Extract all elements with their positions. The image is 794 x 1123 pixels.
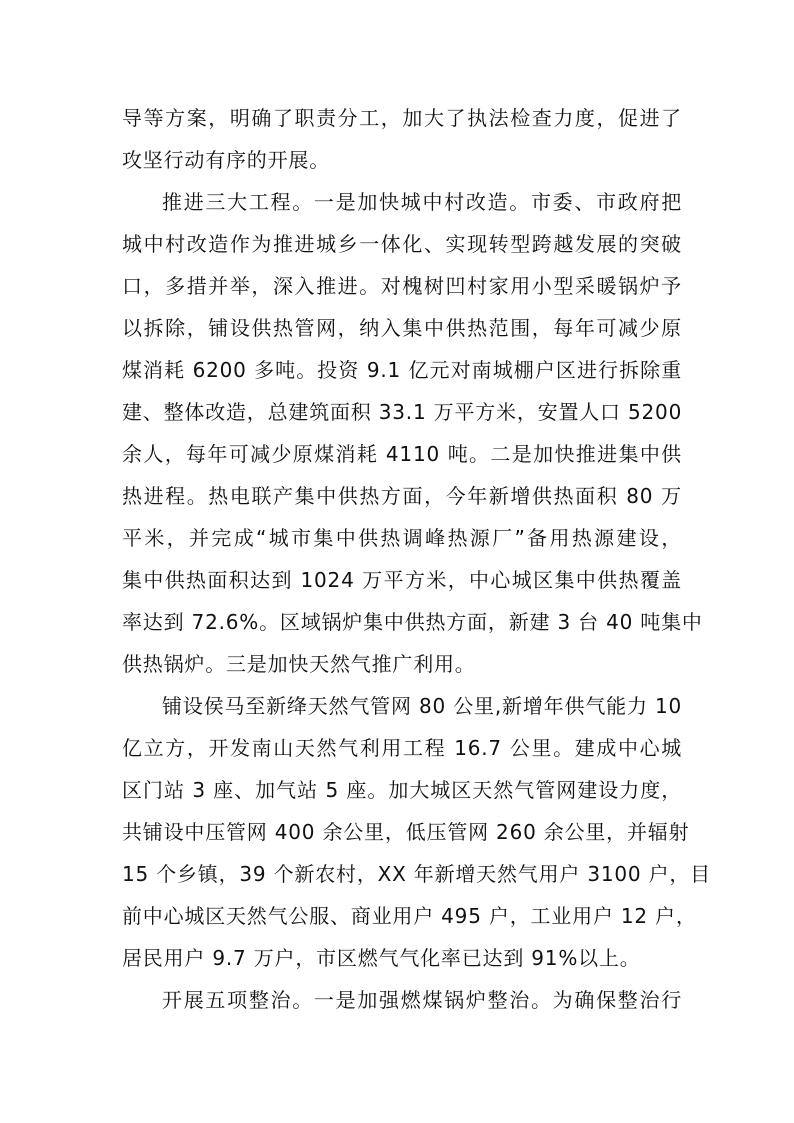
- text-line: 余人，每年可减少原煤消耗 4110 吨。二是加快推进集中供: [122, 442, 682, 466]
- text-line: 居民用户 9.7 万户，市区燃气气化率已达到 91%以上。: [122, 946, 641, 970]
- paragraph-start-line: 开展五项整治。一是加强燃煤锅炉整治。为确保整治行: [162, 988, 682, 1012]
- text-line: 率达到 72.6%。区域锅炉集中供热方面，新建 3 台 40 吨集中: [122, 610, 703, 634]
- text-line: 导等方案，明确了职责分工，加大了执法检查力度，促进了: [122, 106, 682, 130]
- text-line: 共铺设中压管网 400 余公里，低压管网 260 余公里，并辐射: [122, 820, 690, 844]
- text-line: 口，多措并举，深入推进。对槐树凹村家用小型采暖锅炉予: [122, 274, 682, 298]
- text-line: 亿立方，开发南山天然气利用工程 16.7 公里。建成中心城: [122, 736, 682, 760]
- text-line: 前中心城区天然气公服、商业用户 495 户，工业用户 12 户，: [122, 904, 697, 928]
- text-line: 区门站 3 座、加气站 5 座。加大城区天然气管网建设力度，: [122, 778, 682, 802]
- text-line: 建、整体改造，总建筑面积 33.1 万平方米，安置人口 5200: [122, 400, 683, 424]
- text-line: 供热锅炉。三是加快天然气推广利用。: [122, 652, 476, 676]
- paragraph-start-line: 推进三大工程。一是加快城中村改造。市委、市政府把: [162, 190, 682, 214]
- text-line: 城中村改造作为推进城乡一体化、实现转型跨越发展的突破: [122, 232, 682, 256]
- text-line: 攻坚行动有序的开展。: [122, 148, 330, 172]
- text-line: 煤消耗 6200 多吨。投资 9.1 亿元对南城棚户区进行拆除重: [122, 358, 682, 382]
- text-line: 集中供热面积达到 1024 万平方米，中心城区集中供热覆盖: [122, 568, 682, 592]
- text-line: 平米，并完成“城市集中供热调峰热源厂”备用热源建设，: [122, 526, 682, 550]
- paragraph-start-line: 铺设侯马至新绛天然气管网 80 公里,新增年供气能力 10: [162, 694, 682, 718]
- text-line: 热进程。热电联产集中供热方面，今年新增供热面积 80 万: [122, 484, 682, 508]
- text-line: 以拆除，铺设供热管网，纳入集中供热范围，每年可减少原: [122, 316, 682, 340]
- text-line: 15 个乡镇，39 个新农村，XX 年新增天然气用户 3100 户，目: [122, 862, 711, 886]
